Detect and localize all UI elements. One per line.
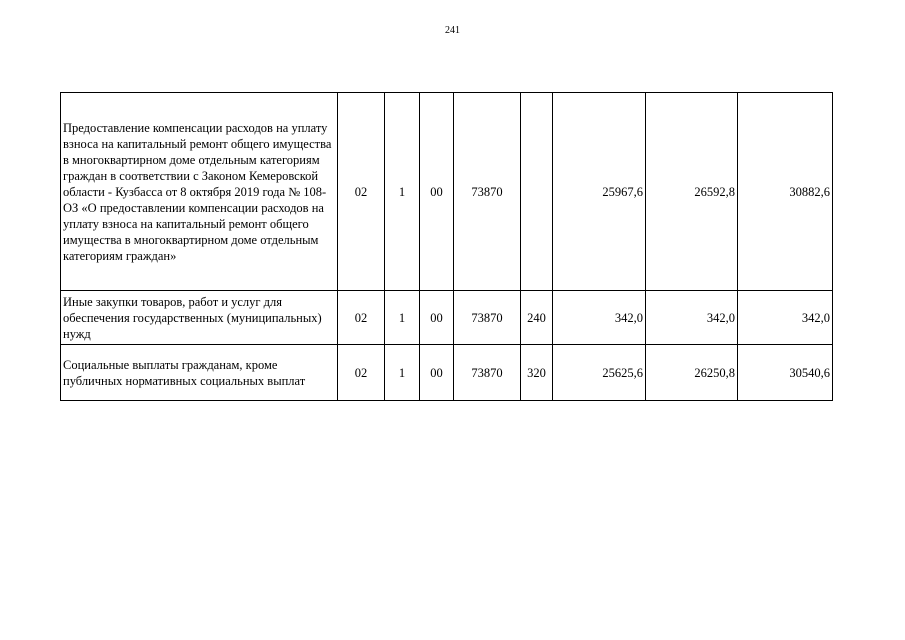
expense-type-cell: 320 [521,345,553,401]
section-cell: 02 [338,291,385,345]
table-row [61,93,833,291]
page-number: 241 [445,25,460,36]
subsection-cell: 1 [385,345,420,401]
sum-year1-cell: 25967,6 [553,93,646,291]
subsection-cell: 1 [385,93,420,291]
sum-year2-cell: 26250,8 [646,345,738,401]
sum-year2-cell: 342,0 [646,291,738,345]
section-cell: 02 [338,93,385,291]
target-article-cell: 73870 [454,93,521,291]
target-article-cell: 73870 [454,291,521,345]
sum-year3-cell: 30882,6 [738,93,833,291]
code-cell: 00 [420,345,454,401]
expense-type-cell [521,93,553,291]
subsection-cell: 1 [385,291,420,345]
expense-type-cell: 240 [521,291,553,345]
sum-year2-cell: 26592,8 [646,93,738,291]
budget-table [60,92,833,401]
row-name-cell: Социальные выплаты гражданам, кроме публичных нормативных социальных выплат [61,345,338,401]
sum-year1-cell: 25625,6 [553,345,646,401]
table-row [61,291,833,345]
code-cell: 00 [420,291,454,345]
code-cell: 00 [420,93,454,291]
target-article-cell: 73870 [454,345,521,401]
sum-year3-cell: 342,0 [738,291,833,345]
sum-year1-cell: 342,0 [553,291,646,345]
table-row [61,345,833,401]
row-name-cell: Иные закупки товаров, работ и услуг для обеспечения государственных (муниципальных) нужд [61,291,338,345]
section-cell: 02 [338,345,385,401]
sum-year3-cell: 30540,6 [738,345,833,401]
row-name-cell: Предоставление компенсации расходов на уплату взноса на капитальный ремонт общего имущества в многоквартирном доме отдельным категориям граждан в соответствии с Законом Кемеровской области - Кузбасса от 8 октября 2019 года № 108-ОЗ «О предоставлении компенсации расходов на уплату взноса на капитальный ремонт общего имущества в многоквартирном доме отдельным категориям граждан» [61,93,338,291]
